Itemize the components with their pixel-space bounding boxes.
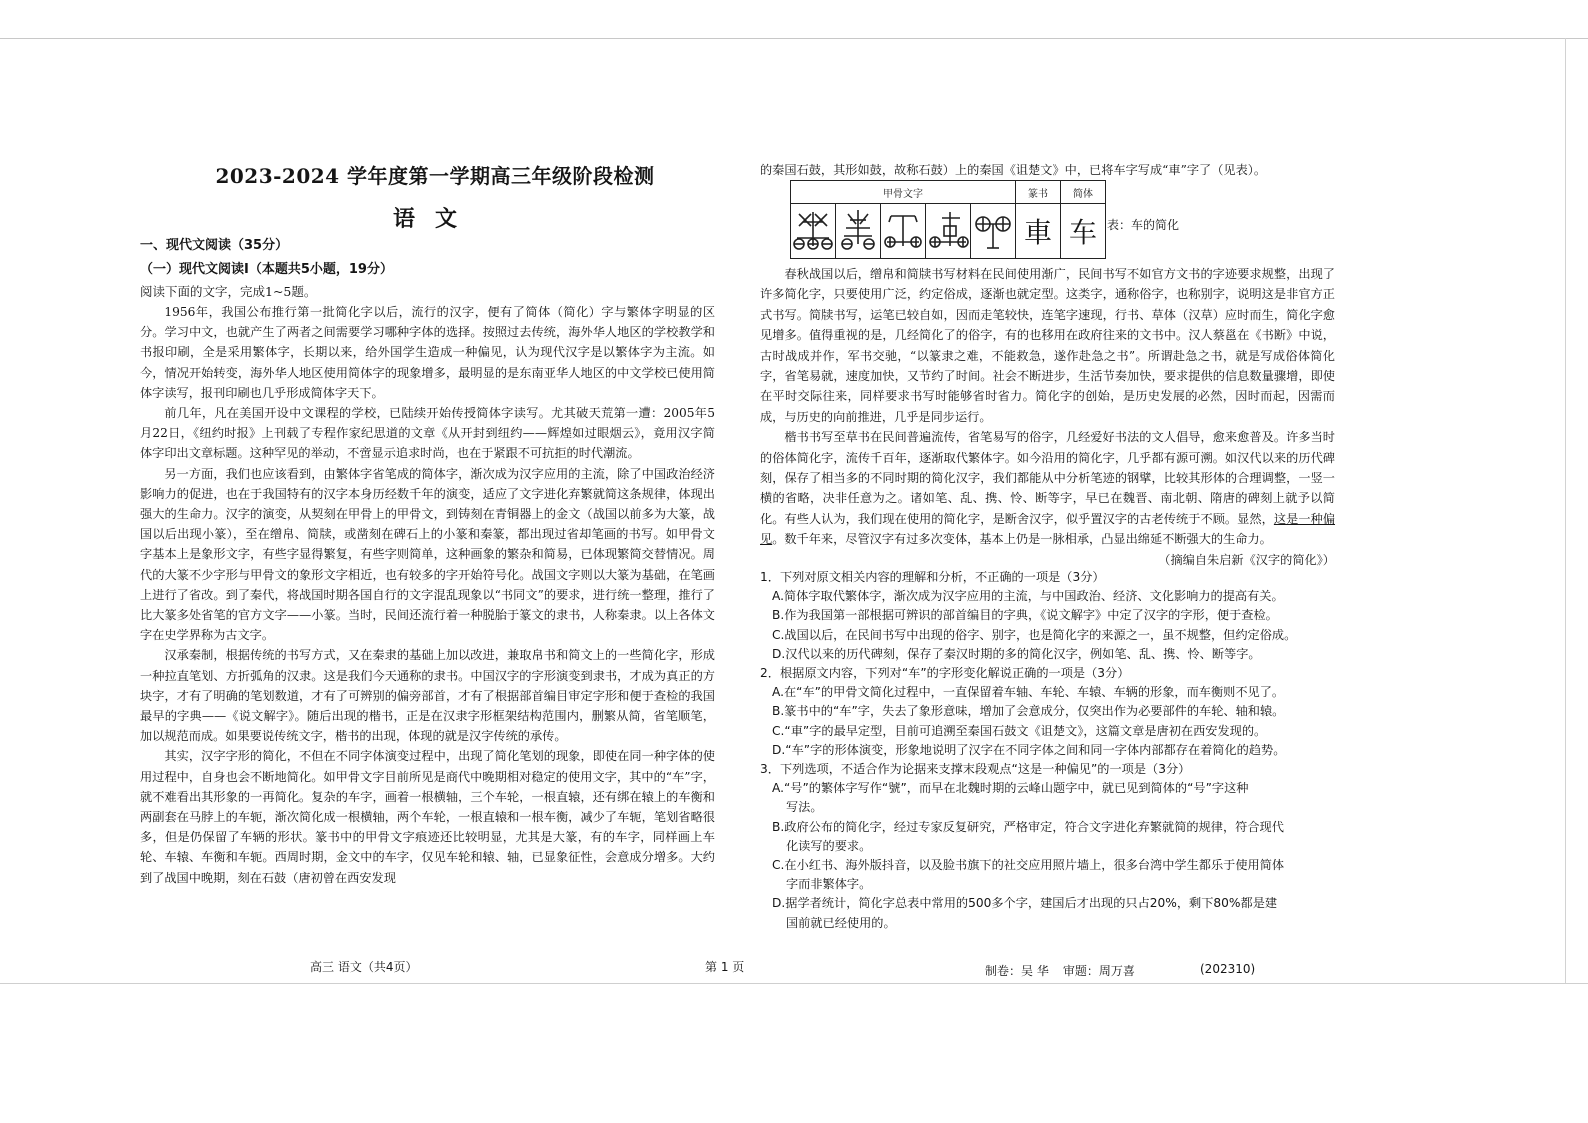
seal-script-cart: 車 [1016,204,1061,259]
oracle-bone-cart-4 [926,204,971,259]
scan-edge-right [1565,38,1566,983]
maker-name: 吴 华 [1021,964,1049,978]
simplified-cart: 车 [1061,204,1106,259]
question-1-option-b: B.作为我国第一部根据可辨识的部首编目的字典，《说文解字》中定了汉字的字形，便于查检。 [772,608,1278,623]
question-2-option-a: A.在“车”的甲骨文简化过程中，一直保留着车轴、车轮、车辕、车辆的形象，而车衡则不见了。 [772,685,1285,700]
passage-paragraph-7 [760,427,1335,549]
passage-paragraph-5-continued: 的秦国石鼓，其形如鼓，故称石鼓）上的秦国《诅楚文》中，已将车字写成“車”字了（见表）。 [760,163,1267,177]
question-1-stem: 1．下列对原文相关内容的理解和分析，不正确的一项是（3分） [760,570,1105,584]
underlined-claim: 这是一种偏见 [760,511,1336,547]
question-3-option-c-cont: 字而非繁体字。 [786,877,872,892]
passage-paragraph-4: 汉承秦制，根据传统的书写方式，又在秦隶的基础上加以改进，兼取帛书和简文上的一些简化字，形成一种拉直笔划、方折弧角的汉隶。这是我们今天通称的隶书。中国汉字的字形演变到隶书，才成为真正的方块字，才有了明确的笔划数道，才有了可辨别的偏旁部首，才有了根据部首编目审定字形和便于查检的我国最早的字典——《说文解字》。随后出现的楷书，正是在汉隶字形框架结构范围内，删繁从简，省笔顺笔，加以规范而成。如果要说传统文字，楷书的出现，体现的就是汉字传统的承传。 [140,648,715,744]
oracle-cart-glyph-2 [836,204,880,254]
footer-credits [985,962,1135,979]
question-1-option-a: A.简体字取代繁体字，渐次成为汉字应用的主流，与中国政治、经济、文化影响力的提高有关。 [772,589,1284,604]
character-evolution-table [790,180,1106,259]
oracle-cart-glyph-4 [926,204,970,254]
scan-edge-bottom [0,983,1588,984]
question-2-option-d: D.“车”字的形体演变，形象地说明了汉字在不同字体之间和同一字体内部都存在着简化的趋势。 [772,742,1286,757]
passage-source: （摘编自朱启新《汉字的简化》） [1158,552,1335,567]
header-zhuan: 篆书 [1016,181,1061,204]
oracle-cart-glyph-5 [971,204,1015,254]
header-jianti: 简体 [1061,181,1106,204]
reviewer-label: 审题： [1062,964,1099,978]
paragraph-7-part-2: 。数千年来，尽管汉字有过多次变体，基本上仍是一脉相承，凸显出绵延不断强大的生命力。 [772,532,1272,547]
passage-left-column [140,302,715,888]
scan-edge-top [0,38,1588,39]
maker-label: 制卷： [985,964,1022,978]
question-3-option-b: B.政府公布的简化字，经过专家反复研究，严格审定，符合文字进化弃繁就简的规律，符合现代 [772,819,1284,834]
subsection-heading: （一）现代文阅读Ⅰ（本题共5小题，19分） [140,262,393,277]
exam-title: 2023-2024 学年度第一学期高三年级阶段检测 [215,164,655,188]
footer-code: (202310) [1200,962,1256,976]
passage-paragraph-6: 春秋战国以后，缯帛和简牍书写材料在民间使用渐广，民间书写不如官方文书的字迹要求规整，出现了许多简化字，只要使用广泛，约定俗成，逐渐也就定型。这类字，通称俗字，也称别字，说明这是非官方正式书写。简牍书写，运笔已较自如，因而走笔较快，连笔字速现，行书、草体（汉草）应时而生，简化字愈见增多。值得重视的是，几经简化了的俗字，有的也移用在政府往来的文书中。汉人蔡邕在《书断》中说，古时战成并作，军书交驰，“以篆隶之难，不能救急，遂作赴急之书”。所谓赴急之书，就是写成俗体简化字，省笔易就，速度加快，又节约了时间。社会不断进步，生活节奏加快，要求提供的信息数量骤增，即使在平时交际往来，同样要求书写时能够省时省力。简化字的创始，是历史发展的必然，因时而起，因需而成，与历史的向前推进，几乎是同步运行。 [760,267,1335,424]
paragraph-7-part-1: 楷书书写至草书在民间普遍流传，省笔易写的俗字，几经爱好书法的文人倡导，愈来愈普及。许多当时的俗体简化字，流传千百年，逐渐取代繁体字。如今沿用的简化字，几乎都有源可溯。如汉代以来的历代碑刻，保存了相当多的不同时期的简化汉字，我们都能从中分析笔迹的钢擘，比较其形体的合理调整，一竖一横的省略，决非任意为之。诸如笔、乱、携、怜、断等字，早已在魏晋、南北朝、隋唐的碑刻上就予以简化。有些人认为，我们现在使用的简化字，是断舍汉字，似乎置汉字的古老传统于不顾。显然， [760,430,1335,526]
question-3-option-d-cont: 国前就已经使用的。 [786,915,896,930]
question-3-option-d: D.据学者统计，简化字总表中常用的500多个字，建国后才出现的只占20%，剩下80%都是建 [772,896,1278,911]
question-3-stem: 3．下列选项，不适合作为论据来支撑末段观点“这是一种偏见”的一项是（3分） [760,762,1191,777]
header-jiaguwen: 甲骨文字 [791,181,1016,204]
oracle-bone-cart-3 [881,204,926,259]
question-2-stem: 2．根据原文内容，下列对“车”的字形变化解说正确的一项是（3分） [760,666,1130,681]
reviewer-name: 周万喜 [1098,964,1135,978]
oracle-bone-cart-5 [971,204,1016,259]
passage-right-column [760,264,1335,570]
table-caption: 表：车的简化 [1107,218,1180,232]
questions-block [760,568,1335,933]
question-2-option-c: C.“車”字的最早定型，目前可追溯至秦国石鼓文《诅楚文》，这篇文章是唐初在西安发现的。 [772,723,1267,738]
question-2-option-b: B.篆书中的“车”字，失去了象形意味，增加了会意成分，仅突出作为必要部件的车轮、轴和辕。 [772,704,1285,719]
subject-title: 语文 [392,206,477,232]
passage-paragraph-1: 1956年，我国公布推行第一批简化字以后，流行的汉字，便有了简体（简化）字与繁体字明显的区分。学习中文，也就产生了两者之间需要学习哪种字体的选择。按照过去传统，海外华人地区的学校教学和书报印刷，全是采用繁体字，长期以来，给外国学生造成一种偏见，认为现代汉字是以繁体字为主流。如今，情况开始转变，海外华人地区使用简体字的现象增多，最明显的是东南亚华人地区的中文学校已使用简体字读写，报刊印刷也几乎形成简体字天下。 [140,305,715,400]
passage-paragraph-3: 另一方面，我们也应该看到，由繁体字省笔成的简体字，渐次成为汉字应用的主流，除了中国政治经济影响力的促进，也在于我国特有的汉字本身历经数千年的演变，适应了文字进化弃繁就简这条规律，体现出强大的生命力。汉字的演变，从契刻在甲骨上的甲骨文，到铸刻在青铜器上的金文（战国以前多为大篆，战国以后出现小篆），至在缯帛、简牍，或凿刻在碑石上的小篆和秦篆，都出现过省却笔画的书写。如甲骨文字基本上是象形文字，有些字显得繁复，有些字则简单，这种画象的繁杂和简易，已体现繁简交替情况。周代的大篆不少字形与甲骨文的象形文字相近，也有较多的字开始符号化。战国文字则以大篆为基础，在笔画上进行了省改。到了秦代，将战国时期各国自行的文字混乱现象以“书同文”的要求，进行统一整理，推行了比大篆多处省笔的官方文字——小篆。当时，民间还流行着一种脱胎于篆文的隶书，人称秦隶。以上各体文字在史学界称为古文字。 [140,466,715,643]
passage-paragraph-2: 前几年，凡在美国开设中文课程的学校，已陆续开始传授简体字读写。尤其破天荒第一遭：2005年5月22日，《纽约时报》上刊载了专程作家纪思道的文章《从开封到纽约——辉煌如过眼烟云》，竟用汉字简体字印出文章标题。这种罕见的举动，不啻显示追求时尚，也在于紧跟不可抗拒的时代潮流。 [140,406,715,461]
passage-paragraph-5: 其实，汉字字形的简化，不但在不同字体演变过程中，出现了简化笔划的现象，即使在同一种字体的使用过程中，自身也会不断地简化。如甲骨文字目前所见是商代中晚期相对稳定的使用文字，其中的“车”字，就不难看出其形象的一再简化。复杂的车字，画着一根横轴，三个车轮，一根直辕，还有绑在辕上的车衡和两副套在马脖上的车轭，渐次简化成一根横轴，两个车轮，一根直辕和一根车衡，减少了车轭，笔划省略很多，但是仍保留了车辆的形状。篆书中的甲骨文字痕迹还比较明显，尤其是大篆，有的车字，同样画上车轮、车辕、车衡和车轭。西周时期，金文中的车字，仅见车轮和辕、轴，已显象征性，会意成分增多。大约到了战国中晚期，刻在石鼓（唐初曾在西安发现 [140,749,715,885]
question-1-option-c: C.战国以后，在民间书写中出现的俗字、别字，也是简化字的来源之一，虽不规整，但约定俗成。 [772,627,1297,642]
question-3-option-c: C.在小红书、海外版抖音，以及脸书旗下的社交应用照片墙上，很多台湾中学生都乐于使用简体 [772,858,1285,873]
footer-course-info: 高三 语文（共4页） [310,960,418,974]
question-3-option-a: A.“号”的繁体字写作“號”，而早在北魏时期的云峰山题字中，就已见到简体的“号”字这种 [772,781,1249,796]
question-3-option-b-cont: 化读写的要求。 [786,838,872,853]
oracle-bone-cart-1 [791,204,836,259]
oracle-cart-glyph-3 [881,204,925,254]
question-1-option-d: D.汉代以来的历代碑刻，保存了秦汉时期的多的简化汉字，例如笔、乱、携、怜、断等字。 [772,646,1261,661]
question-3-option-a-cont: 写法。 [786,800,823,815]
oracle-bone-cart-2 [836,204,881,259]
reading-instruction: 阅读下面的文字，完成1~5题。 [140,284,317,299]
footer-page-number: 第 1 页 [705,960,745,974]
section-heading: 一、现代文阅读（35分） [140,238,289,253]
oracle-cart-glyph-1 [791,204,835,254]
